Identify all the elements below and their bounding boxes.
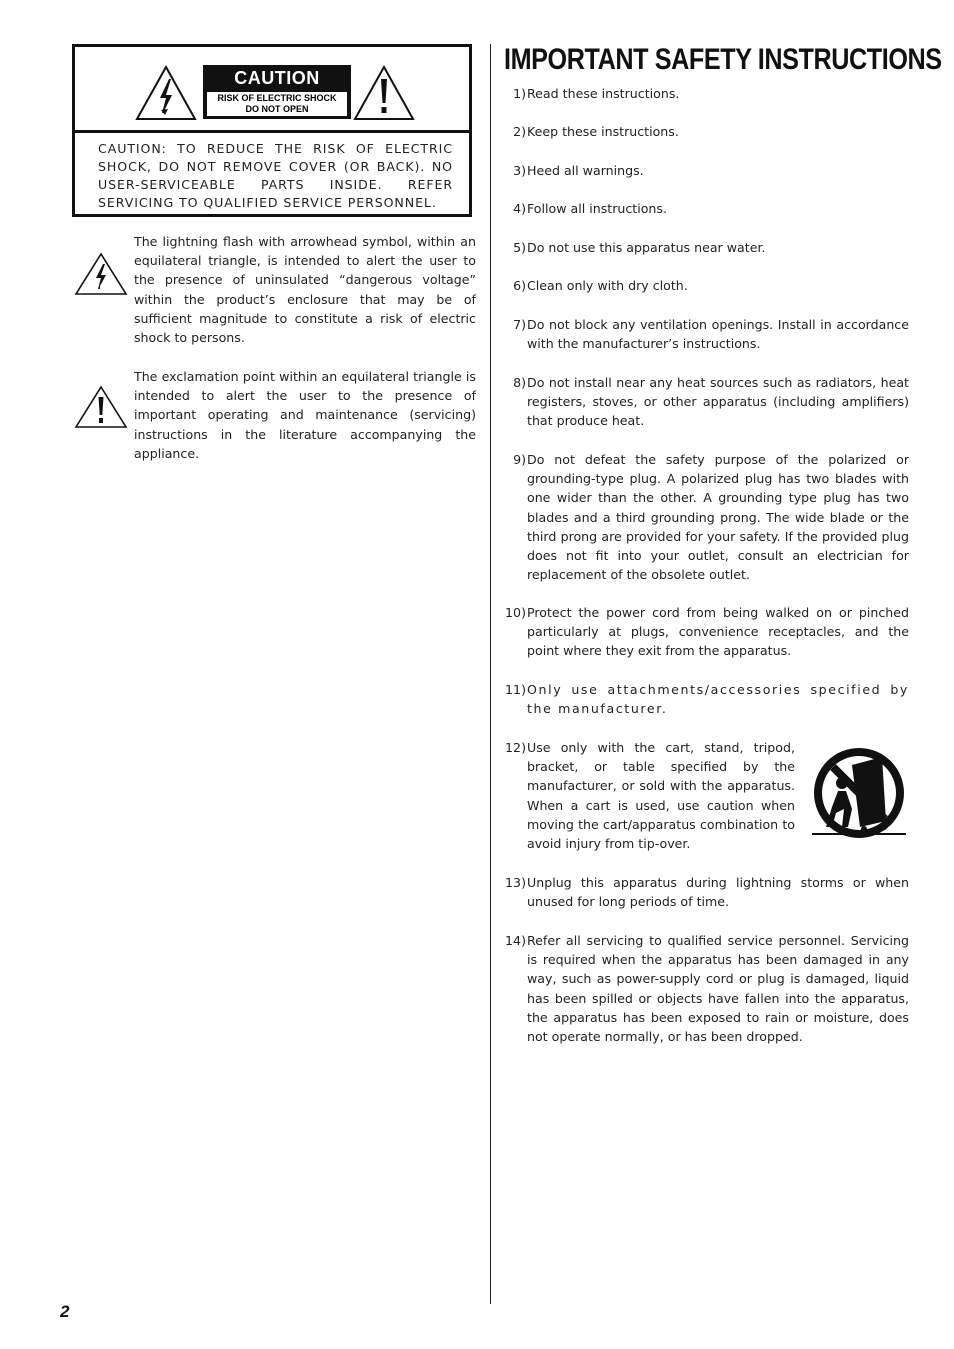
instruction-number: 3) — [513, 163, 526, 178]
instruction-number: 1) — [513, 86, 526, 101]
exclamation-warning-icon — [74, 385, 128, 429]
cart-tipover-warning-icon — [812, 743, 906, 845]
instruction-number: 8) — [513, 375, 526, 390]
exclamation-symbol-explanation — [72, 367, 476, 461]
instruction-text: Use only with the cart, stand, tripod, bracket, or table specified by the manufacturer, or sold with the apparatus. When a cart is used, use caution when moving the cart/apparatus combination to avoid injury from tip-over. — [527, 740, 795, 852]
instruction-number: 9) — [513, 452, 526, 467]
instruction-number: 7) — [513, 317, 526, 332]
instruction-number: 12) — [505, 740, 526, 755]
instruction-text: Clean only with dry cloth. — [527, 278, 688, 293]
page-number: 2 — [60, 1302, 70, 1321]
page-title: IMPORTANT SAFETY INSTRUCTIONS — [504, 43, 942, 76]
caution-box — [72, 44, 472, 217]
instruction-number: 11) — [505, 682, 526, 697]
caution-subtitle-line1: RISK OF ELECTRIC SHOCK — [217, 93, 337, 103]
column-divider — [490, 44, 491, 1304]
lightning-symbol-explanation — [72, 232, 476, 352]
instruction-text: Refer all servicing to qualified service personnel. Servicing is required when the apparatus has been damaged in any way, such as power-supply cord or plug is damaged, liquid has been spilled or objects have fallen into the apparatus, the apparatus has been exposed to rain or moisture, does not operate normally, or has been dropped. — [527, 933, 909, 1045]
instruction-number: 6) — [513, 278, 526, 293]
instruction-text: Do not block any ventilation openings. Install in accordance with the manufacturer’s instructions. — [527, 317, 909, 352]
instruction-text: Heed all warnings. — [527, 163, 644, 178]
instruction-text: Protect the power cord from being walked on or pinched particularly at plugs, convenience receptacles, and the point where they exit from the apparatus. — [527, 605, 909, 659]
instruction-number: 2) — [513, 124, 526, 139]
lightning-symbol-text: The lightning flash with arrowhead symbol, within an equilateral triangle, is intended to alert the user to the presence of uninsulated “dangerous voltage” within the product’s enclosure that may be of sufficient magnitude to constitute a risk of electric shock to persons. — [134, 234, 476, 346]
instruction-text: Do not install near any heat sources such as radiators, heat registers, stoves, or other apparatus (including amplifiers) that produce heat. — [527, 375, 909, 429]
instruction-text: Read these instructions. — [527, 86, 680, 101]
instruction-text: Unplug this apparatus during lightning storms or when unused for long periods of time. — [527, 875, 909, 910]
instruction-text: Do not use this apparatus near water. — [527, 240, 766, 255]
exclamation-symbol-text: The exclamation point within an equilateral triangle is intended to alert the user to the presence of important operating and maintenance (servicing) instructions in the literature accompanying the appliance. — [134, 369, 476, 461]
instruction-number: 4) — [513, 201, 526, 216]
caution-subtitle — [207, 92, 347, 116]
lightning-warning-icon — [135, 65, 197, 121]
caution-label — [203, 65, 351, 119]
instruction-number: 5) — [513, 240, 526, 255]
instruction-text: Follow all instructions. — [527, 201, 667, 216]
caution-title: CAUTION — [234, 68, 320, 88]
instruction-number: 13) — [505, 875, 526, 890]
caution-subtitle-line2: DO NOT OPEN — [245, 103, 309, 114]
instruction-text: Only use attachments/accessories specified by the manufacturer. — [527, 682, 909, 717]
exclamation-warning-icon — [353, 65, 415, 121]
instruction-text: Do not defeat the safety purpose of the polarized or grounding-type plug. A polarized plug has two blades with one wider than the other. A grounding type plug has two blades and a third grounding prong. The wide blade or the third prong are provided for your safety. If the provided plug does not fit into your outlet, consult an electrician for replacement of the obsolete outlet. — [527, 452, 909, 583]
caution-header — [75, 47, 469, 133]
instruction-number: 14) — [505, 933, 526, 948]
instruction-number: 10) — [505, 605, 526, 620]
lightning-warning-icon — [74, 252, 128, 296]
caution-text: CAUTION: TO REDUCE THE RISK OF ELECTRIC SHOCK, DO NOT REMOVE COVER (OR BACK). NO USER-SERVICEABLE PARTS INSIDE. REFER SERVICING TO QUALIFIED SERVICE PERSONNEL. — [98, 141, 453, 210]
instruction-text: Keep these instructions. — [527, 124, 679, 139]
